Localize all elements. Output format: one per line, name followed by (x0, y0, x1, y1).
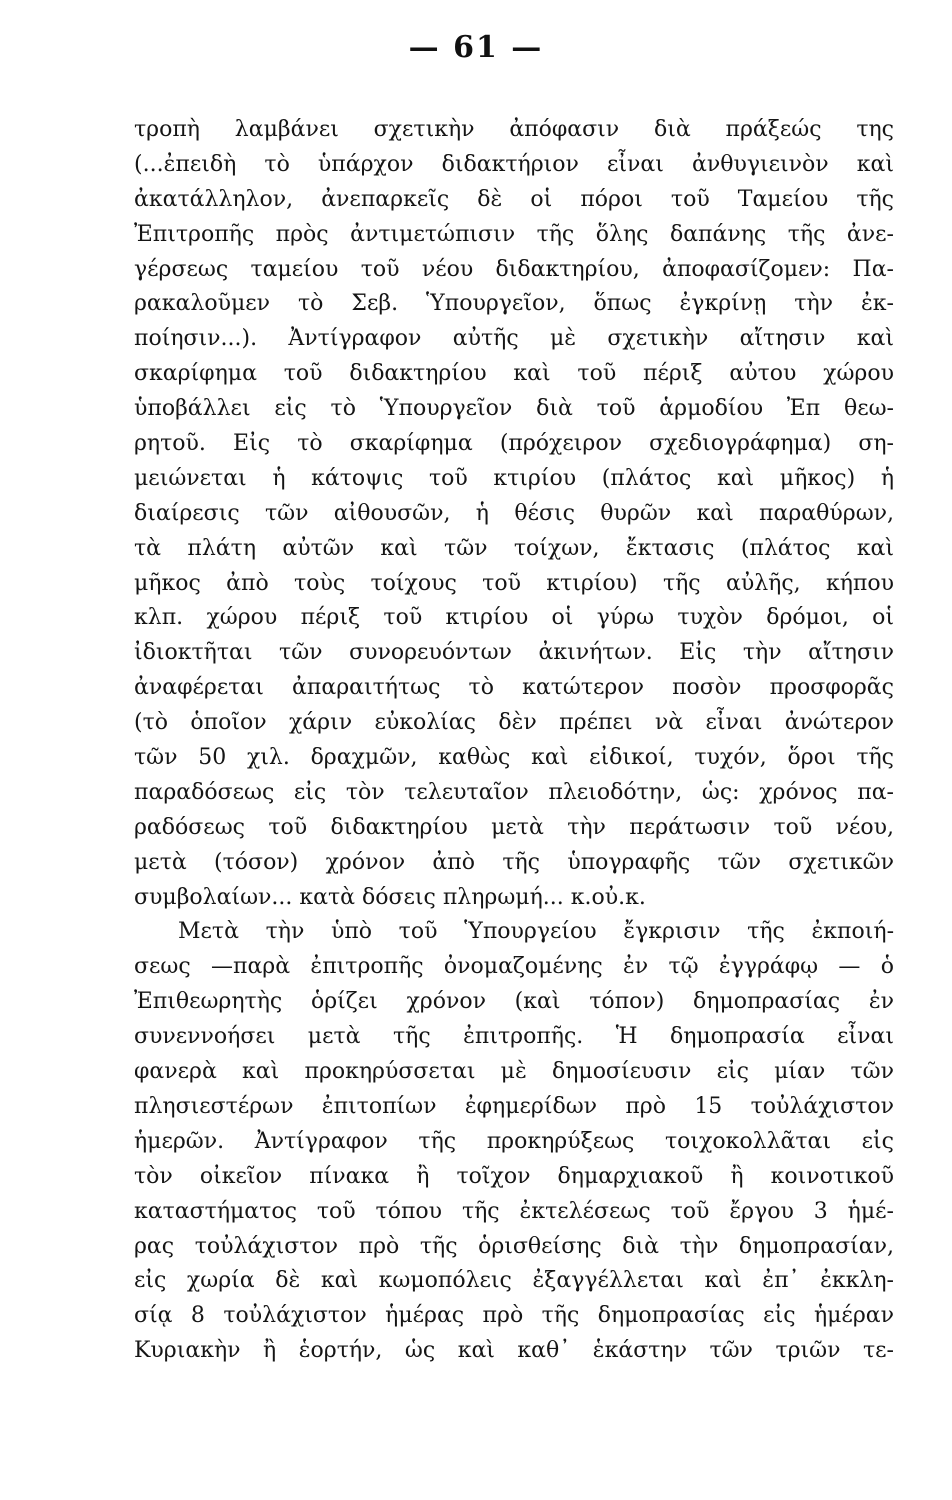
text-line: φανερὰ καὶ προκηρύσσεται μὲ δημοσίευσιν εἰς μίαν τῶν (134, 1059, 894, 1085)
text-line: ἀναφέρεται ἀπαραιτήτως τὸ κατώτερον ποσὸν προσφορᾶς (134, 675, 894, 701)
text-line: Ἐπιθεωρητὴς ὁρίζει χρόνον (καὶ τόπον) δημοπρασίας ἐν (134, 989, 894, 1015)
text-line: ρας τοὐλάχιστον πρὸ τῆς ὁρισθείσης διὰ τὴν δημοπρασίαν, (134, 1233, 894, 1259)
text-line: ρακαλοῦμεν τὸ Σεβ. Ὑπουργεῖον, ὅπως ἐγκρίνῃ τὴν ἐκ- (134, 291, 894, 317)
text-line: ποίησιν...). Ἀντίγραφον αὐτῆς μὲ σχετικὴν αἴτησιν καὶ (134, 326, 894, 352)
text-line: Κυριακὴν ἢ ἑορτήν, ὡς καὶ καθ᾽ ἑκάστην τῶν τριῶν τε- (134, 1338, 894, 1364)
text-line: ἀκατάλληλον, ἀνεπαρκεῖς δὲ οἱ πόροι τοῦ Ταμείου τῆς (134, 186, 894, 212)
text-line: ἡμερῶν. Ἀντίγραφον τῆς προκηρύξεως τοιχοκολλᾶται εἰς (134, 1128, 894, 1154)
text-line: συνεννοήσει μετὰ τῆς ἐπιτροπῆς. Ἡ δημοπρασία εἶναι (134, 1024, 894, 1050)
text-line: τῶν 50 χιλ. δραχμῶν, καθὼς καὶ εἰδικοί, τυχόν, ὅροι τῆς (134, 745, 894, 771)
text-line: κλπ. χώρου πέριξ τοῦ κτιρίου οἱ γύρω τυχὸν δρόμοι, οἱ (134, 605, 894, 631)
text-line: Ἐπιτροπῆς πρὸς ἀντιμετώπισιν τῆς ὅλης δαπάνης τῆς ἀνε- (134, 221, 894, 247)
text-line: συμβολαίων... κατὰ δόσεις πληρωμή... κ.οὐ.κ. (134, 884, 646, 910)
text-line: ὑποβάλλει εἰς τὸ Ὑπουργεῖον διὰ τοῦ ἁρμοδίου Ἐπ θεω- (134, 396, 894, 422)
text-line: (τὸ ὁποῖον χάριν εὐκολίας δὲν πρέπει νὰ εἶναι ἀνώτερον (134, 710, 894, 736)
text-line: Μετὰ τὴν ὑπὸ τοῦ Ὑπουργείου ἔγκρισιν τῆς ἐκποιή- (178, 919, 894, 945)
text-line: (...ἐπειδὴ τὸ ὑπάρχον διδακτήριον εἶναι ἀνθυγιεινὸν καὶ (134, 151, 894, 177)
text-line: σεως —παρὰ ἐπιτροπῆς ὀνομαζομένης ἐν τῷ ἐγγράφῳ — ὁ (134, 954, 894, 980)
text-line: ρητοῦ. Εἰς τὸ σκαρίφημα (πρόχειρον σχεδιογράφημα) ση- (134, 431, 894, 457)
page-number: — 61 — (408, 30, 544, 65)
text-line: εἰς χωρία δὲ καὶ κωμοπόλεις ἐξαγγέλλεται καὶ ἐπ᾽ ἐκκλη- (134, 1268, 894, 1294)
text-line: καταστήματος τοῦ τόπου τῆς ἐκτελέσεως τοῦ ἔργου 3 ἡμέ- (134, 1198, 894, 1224)
text-line: τροπὴ λαμβάνει σχετικὴν ἀπόφασιν διὰ πράξεώς της (134, 117, 894, 142)
text-line: μῆκος ἀπὸ τοὺς τοίχους τοῦ κτιρίου) τῆς αὐλῆς, κήπου (134, 570, 894, 596)
text-line: πλησιεστέρων ἐπιτοπίων ἐφημερίδων πρὸ 15 τοὐλάχιστον (134, 1093, 894, 1119)
text-line: σίᾳ 8 τοὐλάχιστον ἡμέρας πρὸ τῆς δημοπρασίας εἰς ἡμέραν (134, 1303, 894, 1329)
text-line: ραδόσεως τοῦ διδακτηρίου μετὰ τὴν περάτωσιν τοῦ νέου, (134, 814, 894, 840)
text-line: ἰδιοκτῆται τῶν συνορευόντων ἀκινήτων. Εἰς τὴν αἴτησιν (134, 640, 894, 666)
text-line: παραδόσεως εἰς τὸν τελευταῖον πλειοδότην, ὡς: χρόνος πα- (134, 779, 894, 805)
text-line: μετὰ (τόσον) χρόνον ἀπὸ τῆς ὑπογραφῆς τῶν σχετικῶν (134, 849, 894, 875)
text-line: γέρσεως ταμείου τοῦ νέου διδακτηρίου, ἀποφασίζομεν: Πα- (134, 256, 894, 282)
text-line: διαίρεσις τῶν αἰθουσῶν, ἡ θέσις θυρῶν καὶ παραθύρων, (134, 500, 894, 526)
text-line: τὰ πλάτη αὐτῶν καὶ τῶν τοίχων, ἔκτασις (πλάτος καὶ (134, 535, 894, 561)
text-line: μειώνεται ἡ κάτοψις τοῦ κτιρίου (πλάτος καὶ μῆκος) ἡ (134, 465, 894, 491)
body-text (134, 113, 894, 1369)
text-line: τὸν οἰκεῖον πίνακα ἢ τοῖχον δημαρχιακοῦ ἢ κοινοτικοῦ (134, 1163, 894, 1189)
text-line: σκαρίφημα τοῦ διδακτηρίου καὶ τοῦ πέριξ αὐτου χώρου (134, 361, 894, 387)
